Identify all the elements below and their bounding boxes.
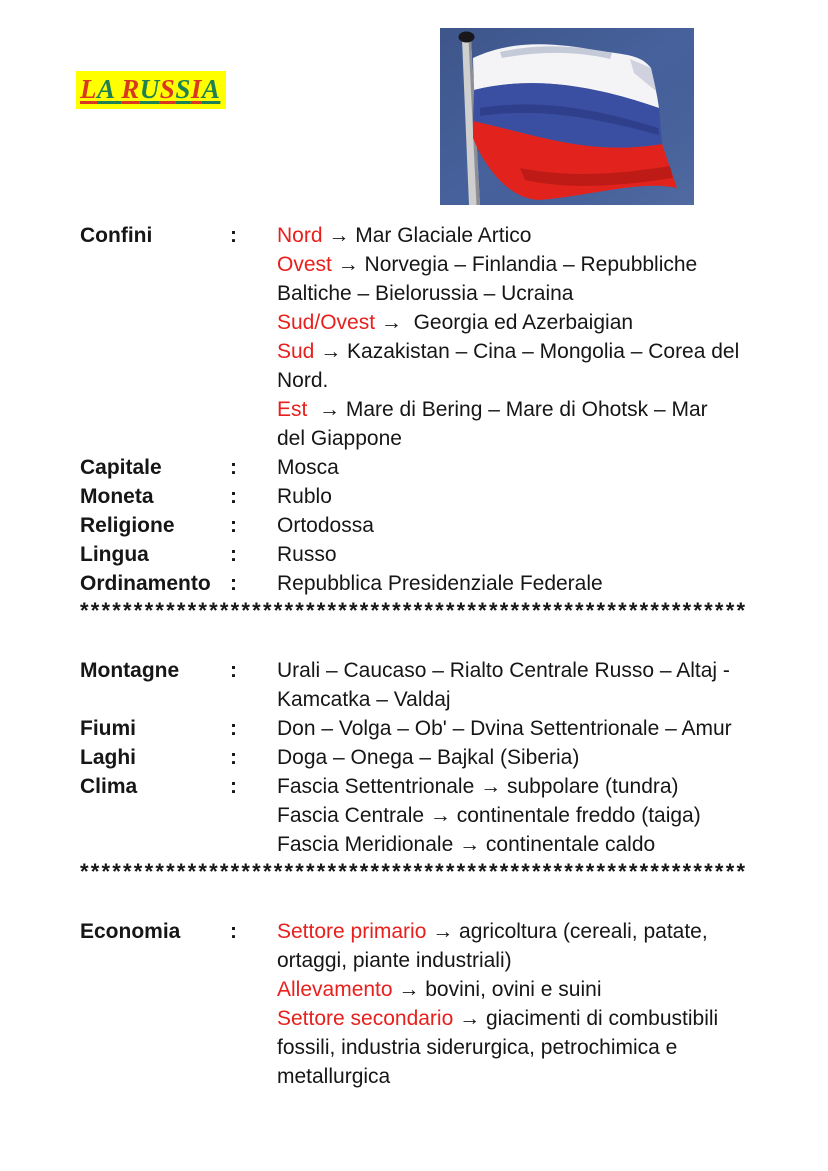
row-value (277, 540, 748, 569)
row-value (277, 743, 748, 772)
value-text: Fascia Meridionale → continentale caldo (277, 833, 656, 856)
value-line (277, 1062, 748, 1091)
value-line (277, 1033, 748, 1062)
row-colon: : (230, 920, 237, 943)
document-body (80, 221, 748, 1091)
value-text: Urali – Caucaso – Rialto Centrale Russo – Altaj - (277, 659, 730, 682)
row-label: Religione (80, 514, 175, 537)
row-label: Capitale (80, 456, 162, 479)
value-line (277, 482, 748, 511)
row-colon: : (230, 456, 237, 479)
value-text: metallurgica (277, 1065, 391, 1088)
row-label: Moneta (80, 485, 154, 508)
value-text: Baltiche – Bielorussia – Ucraina (277, 282, 574, 305)
value-line (277, 743, 748, 772)
value-line (277, 221, 748, 250)
info-row (80, 917, 748, 1091)
row-value (277, 917, 748, 1091)
info-section (80, 221, 748, 598)
value-text: Est (277, 398, 308, 421)
info-row (80, 482, 748, 511)
value-line (277, 337, 748, 366)
row-colon: : (230, 543, 237, 566)
row-value (277, 453, 748, 482)
row-label: Laghi (80, 746, 136, 769)
value-text: Rublo (277, 485, 332, 508)
value-line (277, 250, 748, 279)
value-line (277, 569, 748, 598)
value-text: Doga – Onega – Bajkal (Siberia) (277, 746, 580, 769)
value-line (277, 1004, 748, 1033)
value-line (277, 366, 748, 395)
info-section (80, 917, 748, 1091)
row-colon: : (230, 485, 237, 508)
value-line (277, 714, 748, 743)
info-row (80, 221, 748, 453)
value-text: Mosca (277, 456, 339, 479)
info-row (80, 772, 748, 859)
value-text: → giacimenti di combustibili (453, 1007, 719, 1030)
row-value (277, 482, 748, 511)
value-text: → Mar Glaciale Artico (322, 224, 532, 247)
info-row (80, 743, 748, 772)
value-text: ortaggi, piante industriali) (277, 949, 512, 972)
value-text: Allevamento (277, 978, 393, 1001)
value-text: Nord. (277, 369, 329, 392)
row-value (277, 714, 748, 743)
value-text: Don – Volga – Ob' – Dvina Settentrionale – Amur (277, 717, 732, 740)
pole-cap (459, 32, 475, 43)
value-text: Sud/Ovest (277, 311, 376, 334)
value-text: → bovini, ovini e suini (392, 978, 602, 1001)
value-line (277, 424, 748, 453)
value-line (277, 830, 748, 859)
value-text: Russo (277, 543, 337, 566)
row-label: Fiumi (80, 717, 136, 740)
row-value (277, 569, 748, 598)
value-line (277, 395, 748, 424)
title-letter: I (190, 74, 202, 104)
row-label: Clima (80, 775, 138, 798)
title-letter: L (80, 74, 97, 104)
row-label: Montagne (80, 659, 180, 682)
value-text: Kamcatka – Valdaj (277, 688, 451, 711)
row-colon: : (230, 775, 237, 798)
value-line (277, 975, 748, 1004)
value-text: → Norvegia – Finlandia – Repubbliche (331, 253, 698, 276)
value-text: Settore primario (277, 920, 427, 943)
row-colon: : (230, 514, 237, 537)
value-line (277, 308, 748, 337)
russian-flag-photo (440, 28, 694, 205)
value-text: → Kazakistan – Cina – Mongolia – Corea del (314, 340, 740, 363)
row-colon: : (230, 572, 237, 595)
title-letter: R (121, 74, 140, 104)
title-letter: U (139, 74, 160, 104)
row-value (277, 221, 748, 453)
row-colon: : (230, 746, 237, 769)
row-label: Ordinamento (80, 572, 211, 595)
row-value (277, 656, 748, 714)
divider-asterisks: ************************************************************** (80, 598, 748, 623)
divider-asterisks: ************************************************************** (80, 859, 748, 884)
value-text: Ortodossa (277, 514, 374, 537)
info-row (80, 453, 748, 482)
flag-illustration (440, 28, 694, 205)
page-title (76, 71, 226, 109)
title-letter: A (97, 74, 115, 104)
info-row (80, 540, 748, 569)
info-section (80, 656, 748, 859)
value-line (277, 917, 748, 946)
info-row (80, 511, 748, 540)
value-text: Ovest (277, 253, 332, 276)
value-text: fossili, industria siderurgica, petrochimica e (277, 1036, 678, 1059)
value-line (277, 453, 748, 482)
value-text: del Giappone (277, 427, 402, 450)
title-letter: S (159, 74, 176, 104)
row-colon: : (230, 717, 237, 740)
value-line (277, 772, 748, 801)
value-line (277, 685, 748, 714)
row-label: Economia (80, 920, 181, 943)
title-letter: S (175, 74, 191, 104)
title-letter: A (201, 74, 221, 104)
value-text: Settore secondario (277, 1007, 454, 1030)
row-value (277, 511, 748, 540)
row-value (277, 772, 748, 859)
row-label: Confini (80, 224, 153, 247)
info-row (80, 656, 748, 714)
value-text: → agricoltura (cereali, patate, (426, 920, 708, 943)
value-line (277, 946, 748, 975)
row-colon: : (230, 659, 237, 682)
value-text: Nord (277, 224, 323, 247)
value-text: → Mare di Bering – Mare di Ohotsk – Mar (307, 398, 708, 421)
value-line (277, 540, 748, 569)
value-text: Fascia Settentrionale → subpolare (tundra) (277, 775, 679, 798)
value-text: Fascia Centrale → continentale freddo (taiga) (277, 804, 701, 827)
row-label: Lingua (80, 543, 149, 566)
value-line (277, 511, 748, 540)
value-text: Sud (277, 340, 315, 363)
row-colon: : (230, 224, 237, 247)
info-row (80, 569, 748, 598)
value-line (277, 279, 748, 308)
value-line (277, 656, 748, 685)
value-line (277, 801, 748, 830)
value-text: Repubblica Presidenziale Federale (277, 572, 603, 595)
info-row (80, 714, 748, 743)
value-text: → Georgia ed Azerbaigian (375, 311, 634, 334)
